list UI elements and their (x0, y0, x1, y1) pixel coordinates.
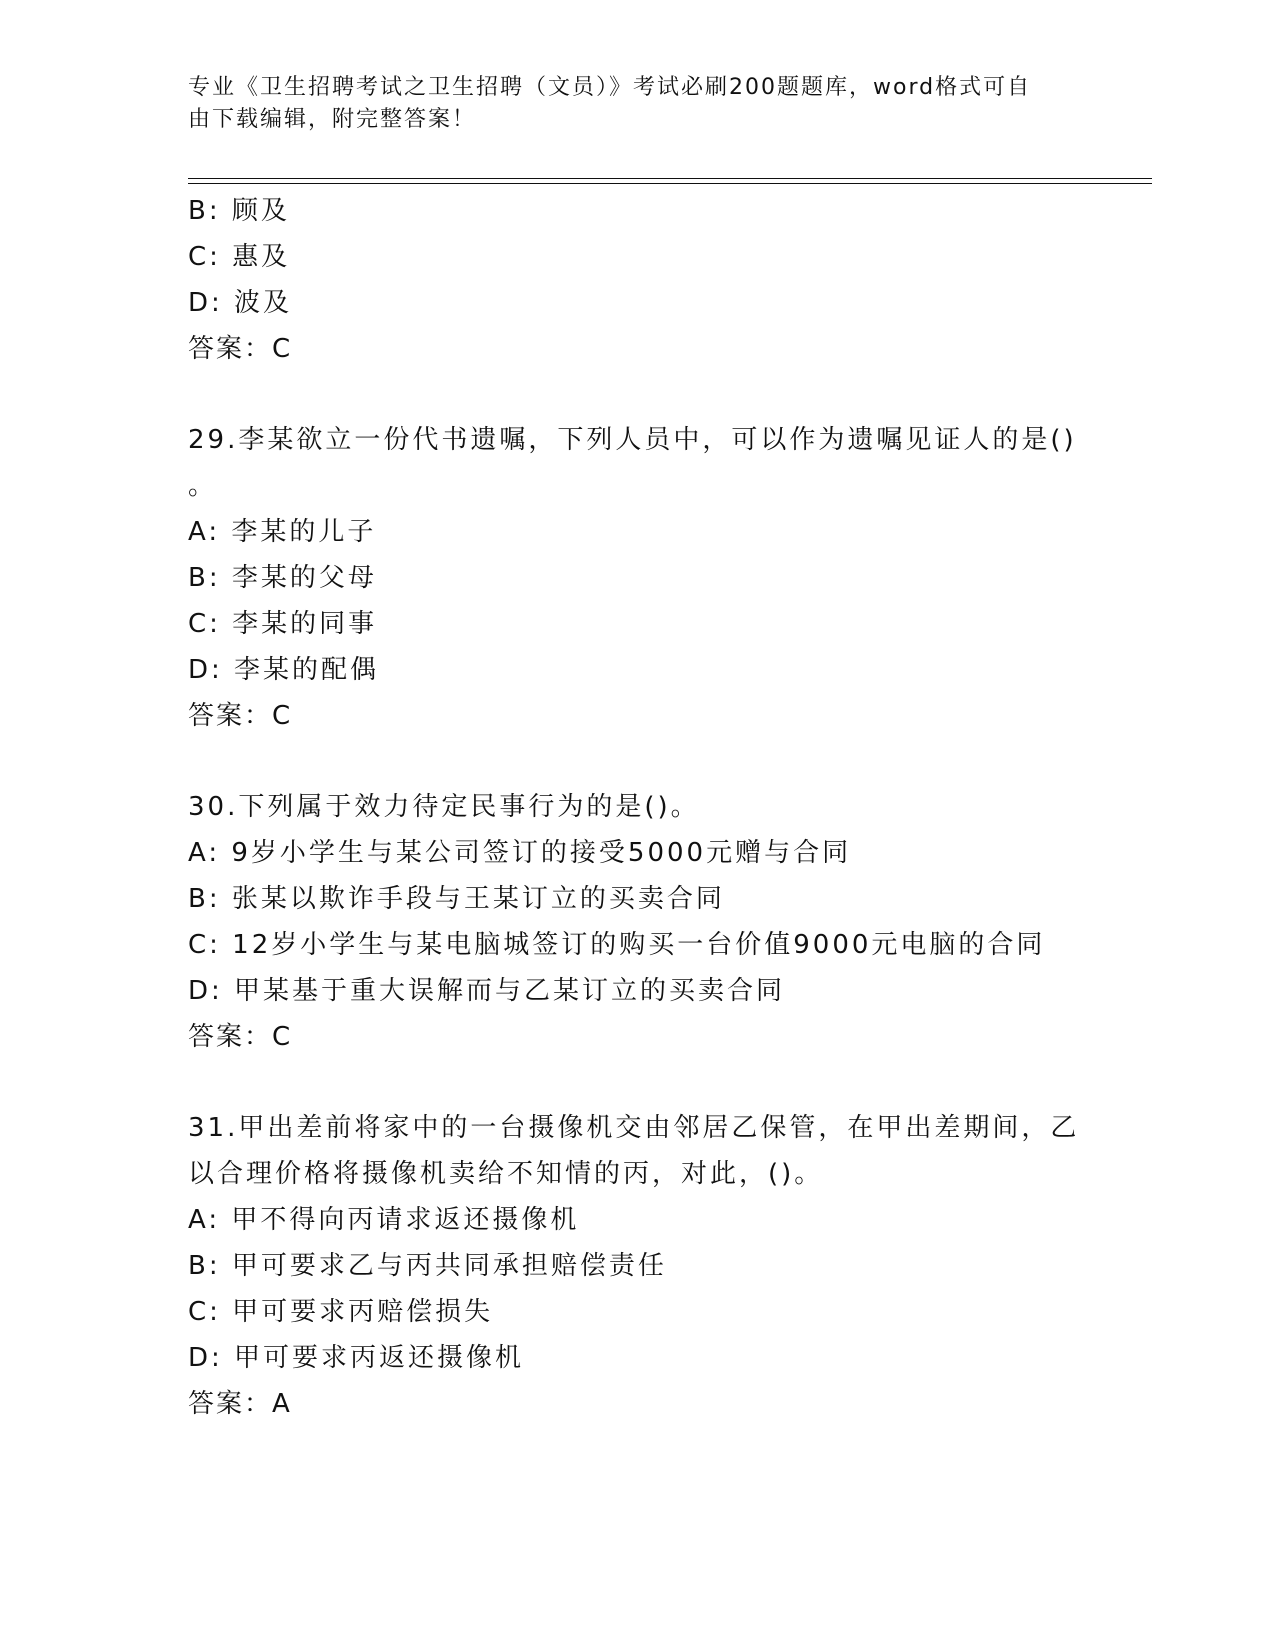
question-list (188, 188, 1088, 1427)
option-a: A: 甲不得向丙请求返还摄像机 (188, 1205, 580, 1235)
question-stem: 30.下列属于效力待定民事行为的是()。 (188, 792, 700, 822)
question-29 (188, 417, 1088, 739)
option-c: C: 惠及 (188, 242, 291, 272)
spacer (188, 739, 1088, 784)
option-b: B: 张某以欺诈手段与王某订立的买卖合同 (188, 884, 725, 914)
answer-line: 答案：C (188, 334, 293, 364)
question-31 (188, 1105, 1088, 1427)
option-b: B: 李某的父母 (188, 563, 377, 593)
question-stem-continuation: 以合理价格将摄像机卖给不知情的丙，对此，()。 (188, 1159, 824, 1189)
option-d: D: 波及 (188, 288, 293, 318)
answer-line: 答案：C (188, 701, 293, 731)
option-b: B: 甲可要求乙与丙共同承担赔偿责任 (188, 1251, 667, 1281)
answer-line: 答案：C (188, 1022, 293, 1052)
option-d: D: 甲某基于重大误解而与乙某订立的买卖合同 (188, 976, 786, 1006)
question-stem-continuation: 。 (188, 471, 218, 501)
header-line-2: 由下载编辑，附完整答案！ (188, 107, 477, 132)
option-d: D: 甲可要求丙返还摄像机 (188, 1343, 525, 1373)
option-c: C: 12岁小学生与某电脑城签订的购买一台价值9000元电脑的合同 (188, 930, 1046, 960)
question-30 (188, 784, 1088, 1060)
question-28-continuation (188, 188, 1088, 372)
question-stem: 31.甲出差前将家中的一台摄像机交由邻居乙保管，在甲出差期间，乙 (188, 1113, 1080, 1143)
header-divider-bottom (188, 183, 1152, 184)
option-c: C: 甲可要求丙赔偿损失 (188, 1297, 494, 1327)
header-line-1: 专业《卫生招聘考试之卫生招聘（文员）》考试必刷200题题库，word格式可自 (188, 75, 1032, 100)
spacer (188, 1060, 1088, 1105)
option-a: A: 李某的儿子 (188, 517, 377, 547)
answer-line: 答案：A (188, 1389, 292, 1419)
option-c: C: 李某的同事 (188, 609, 378, 639)
option-b: B: 顾及 (188, 196, 290, 226)
option-d: D: 李某的配偶 (188, 655, 380, 685)
option-a: A: 9岁小学生与某公司签订的接受5000元赠与合同 (188, 838, 852, 868)
document-header (188, 72, 1068, 136)
question-stem: 29.李某欲立一份代书遗嘱，下列人员中，可以作为遗嘱见证人的是() (188, 425, 1077, 455)
header-divider-top (188, 178, 1152, 179)
spacer (188, 372, 1088, 417)
